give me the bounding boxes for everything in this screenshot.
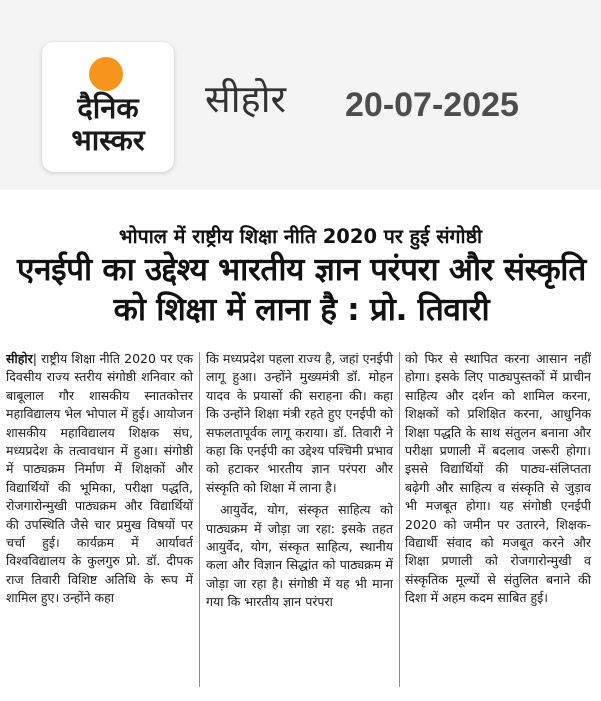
logo-text-line2: भास्कर — [71, 123, 145, 157]
logo-text-line1: दैनिक — [77, 91, 139, 125]
paragraph: को फिर से स्थापित करना आसान नहीं होगा। इसके लिए पाठ्यपुस्तकों में प्राचीन साहित्य और दर्शन को शामिल करना, शिक्षकों को प्रशिक्षित करना, आधुनिक शिक्षा पद्धति के साथ संतुलन बनाना और परीक्षा प्रणाली में बदलाव जरूरी होगा। इससे विद्यार्थियों की पाठ्य-संलिप्तता बढ़ेगी और साहित्य व संस्कृति से जुड़ाव भी मजबूत होगा। यह संगोष्ठी एनईपी 2020 को जमीन पर उतारने, शिक्षक-विद्यार्थी संवाद को मजबूत करने और शिक्षा प्रणाली को रोजगारोन्मुखी व संस्कृतिक मूल्यों से संतुलित बनाने की दिशा में अहम कदम साबित हुई। — [405, 351, 591, 606]
paragraph: आयुर्वेद, योग, संस्कृत साहित्य को पाठ्यक्रम में जोड़ा जा रहा: इसके तहत आयुर्वेद, योग, संस्कृत साहित्य, स्थानीय कला और विज्ञान सिद्धांत को पाठ्यक्रम में जोड़ा जा रहा है। संगोष्ठी में यह भी माना गया कि भारतीय ज्ञान परंपरा — [206, 502, 393, 610]
article-body — [6, 350, 591, 690]
dateline-separator: | — [32, 351, 42, 366]
article-kicker: भोपाल में राष्ट्रीय शिक्षा नीति 2020 पर हुई संगोष्ठी — [118, 225, 483, 248]
column-1-text: राष्ट्रीय शिक्षा नीति 2020 पर एक दिवसीय राज्य स्तरीय संगोष्ठी शनिवार को बाबूलाल गौर शासकीय स्नातकोत्तर महाविद्यालय भेल भोपाल में हुई। आयोजन शासकीय महाविद्यालय शिक्षक संघ, मध्यप्रदेश के तत्वावधान में हुआ। संगोष्ठी में पाठ्यक्रम निर्माण में शिक्षकों और विद्यार्थियों की भूमिका, परीक्षा पद्धति, रोजगारोन्मुखी पाठ्यक्रम और विद्यार्थियों की उपस्थिति जैसे चार प्रमुख विषयों पर चर्चा हुई। कार्यक्रम में आर्यावर्त विश्वविद्यालय के कुलगुरु प्रो. डॉ. दीपक राज तिवारी विशिष्ट अतिथि के रूप में शामिल हुए। उन्होंने कहा — [6, 351, 193, 606]
sun-icon — [89, 57, 123, 91]
paragraph — [6, 350, 193, 608]
article-column-3 — [405, 350, 591, 690]
article-headline: एनईपी का उद्देश्य भारतीय ज्ञान परंपरा और संस्कृति को शिक्षा में लाना है : प्रो. तिवारी — [17, 252, 586, 329]
article-column-1 — [6, 350, 193, 690]
dainik-bhaskar-logo — [42, 42, 174, 172]
paragraph: कि मध्यप्रदेश पहला राज्य है, जहां एनईपी लागू हुआ। उन्होंने मुख्यमंत्री डॉ. मोहन यादव के प्रयासों की सराहना की। कहा कि उन्होंने शिक्षा मंत्री रहते हुए एनईपी को सफलतापूर्वक लागू कराया। डॉ. तिवारी ने कहा कि एनईपी का उद्देश्य पश्चिमी प्रभाव को हटाकर भारतीय ज्ञान परंपरा और संस्कृति को शिक्षा में लाना है। — [206, 351, 393, 495]
dateline: सीहोर — [6, 351, 33, 366]
edition-city: सीहोर — [205, 77, 287, 121]
edition-date: 20-07-2025 — [345, 86, 519, 124]
article-column-2 — [206, 350, 393, 690]
